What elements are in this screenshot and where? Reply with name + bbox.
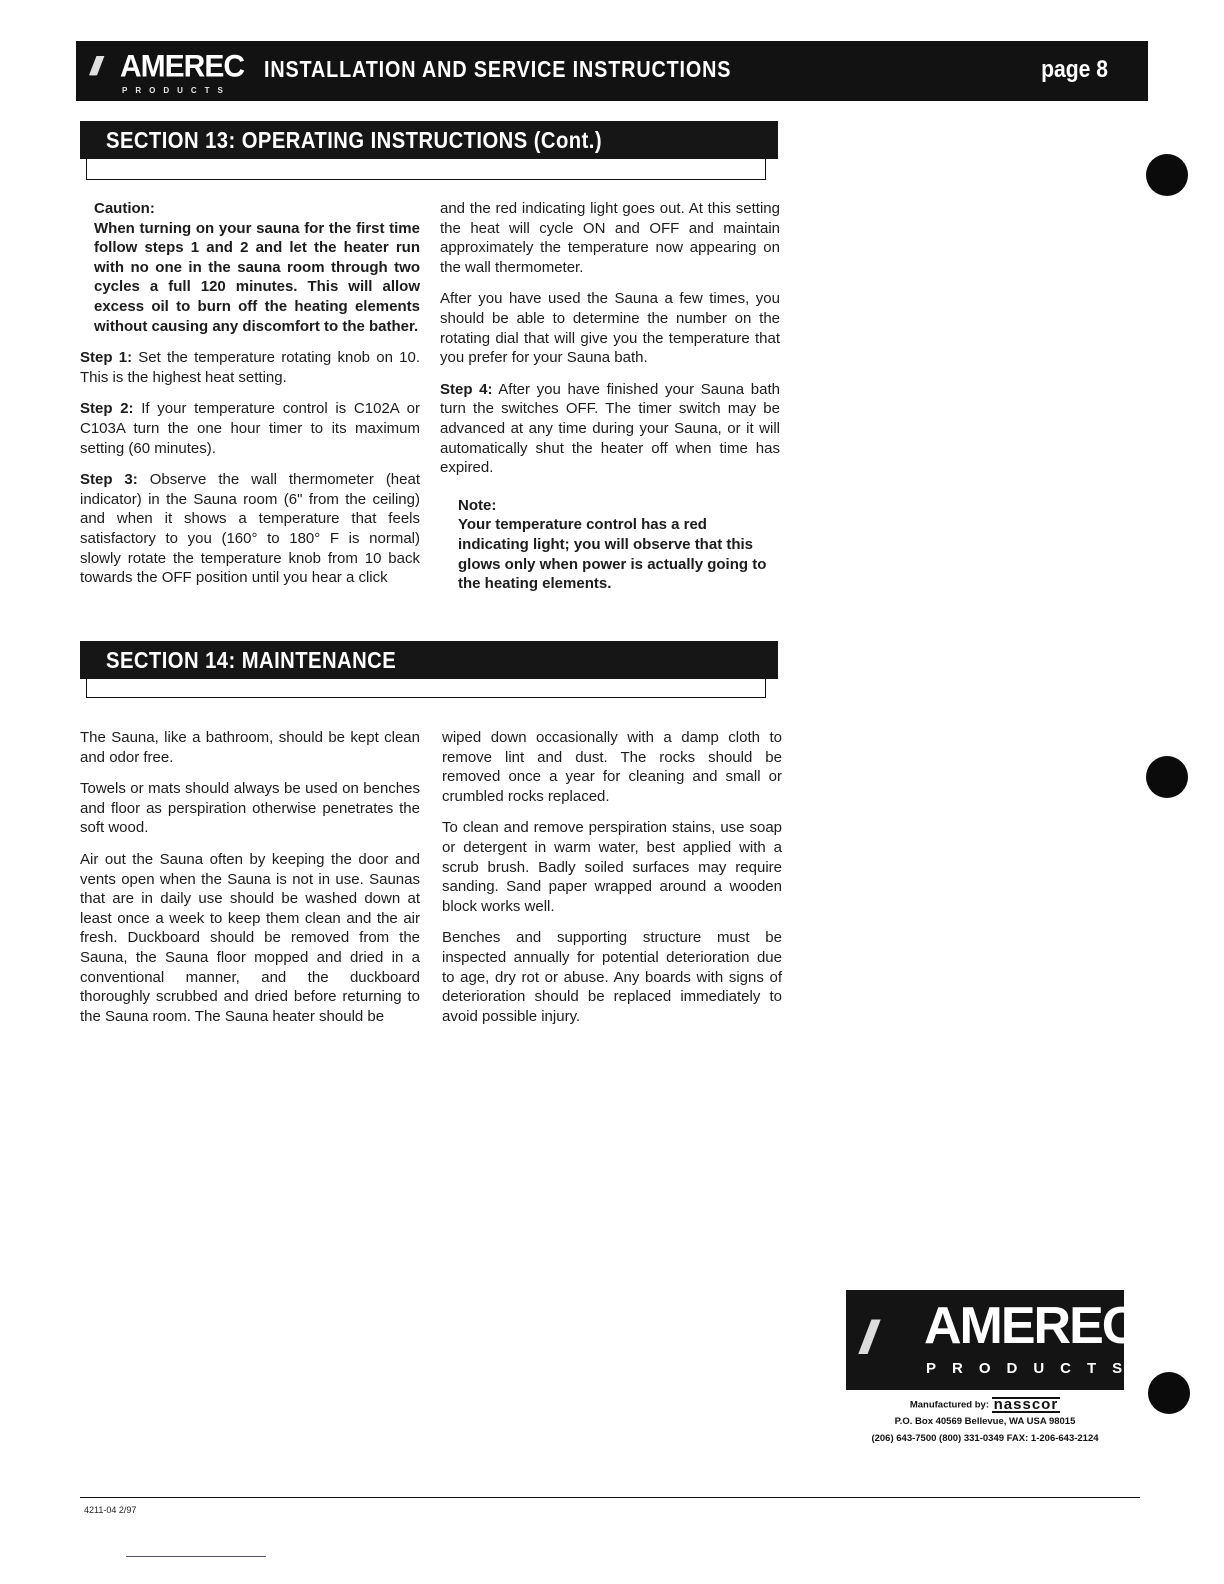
- amerec-logo-small: [90, 47, 260, 97]
- manufactured-by-label: Manufactured by:: [909, 1399, 989, 1411]
- step-2: [80, 399, 420, 458]
- note-text: Your temperature control has a red indicating light; you will observe that this glows only when power is actually going to the heating elements.: [458, 516, 767, 593]
- logo-large-brand: AMEREC: [924, 1297, 1138, 1355]
- manufacturer-address: P.O. Box 40569 Bellevue, WA USA 98015: [894, 1416, 1076, 1427]
- maintenance-paragraph-6: Benches and supporting structure must be inspected annually for potential deterioration due to age, dry rot or abuse. Any boards with signs of deterioration should be replaced immediately to avoid possible injury.: [442, 929, 782, 1025]
- step-4-text: After you have finished your Sauna bath turn the switches OFF. The timer switch may be advanced at any time during your Sauna, or it will automatically shut the heater off when time has expired.: [440, 380, 780, 477]
- step-3-text: Observe the wall thermometer (heat indicator) in the Sauna room (6" from the ceiling) and when it shows a temperature that feels satisfactory to you (160° to 180° F is normal) slowly rotate the temperature knob from 10 back towards the OFF position until you hear a click: [80, 471, 421, 587]
- maintenance-paragraph-5: To clean and remove perspiration stains, use soap or detergent in warm water, best applied with a scrub brush. Badly soiled surfaces may require sanding. Sand paper wrapped around a wooden block works well.: [442, 819, 782, 915]
- logo-subtitle: PRODUCTS: [122, 86, 231, 95]
- punch-hole-bottom: [1148, 1372, 1190, 1414]
- note-label: Note:: [458, 496, 497, 514]
- section-14-header: [80, 641, 778, 679]
- punch-hole-top: [1146, 154, 1188, 196]
- logo-large-slashes-icon: //////: [860, 1311, 865, 1363]
- section-14-left-column: [80, 728, 420, 1038]
- step-2-text: If your temperature control is C102A or C103A turn the one hour timer to its maximum setting (60 minutes).: [80, 400, 421, 457]
- maintenance-paragraph-4: wiped down occasionally with a damp cloth to remove lint and dust. The rocks should be removed once a year for cleaning and small or crumbled rocks replaced.: [442, 729, 782, 805]
- after-use-paragraph: After you have used the Sauna a few times, you should be able to determine the number on the rotating dial that will give you the temperature that you prefer for your Sauna bath.: [440, 290, 780, 367]
- step-4-label: Step 4:: [440, 380, 493, 398]
- document-code: 4211-04 2/97: [84, 1505, 137, 1515]
- section-13-left-column: [80, 199, 420, 600]
- footer-rule: [80, 1497, 1140, 1498]
- scan-artifact-line: [126, 1556, 266, 1557]
- section-14-right-column: [442, 728, 782, 1038]
- step-3: [80, 470, 420, 588]
- step-2-label: Step 2:: [80, 400, 134, 418]
- amerec-logo-large: [846, 1290, 1139, 1390]
- manufacturer-phones: (206) 643-7500 (800) 331-0349 FAX: 1-206-643-2124: [871, 1433, 1099, 1444]
- step-1: [80, 348, 420, 387]
- caution-block: [94, 199, 420, 336]
- section-13-title: SECTION 13: OPERATING INSTRUCTIONS (Cont.): [106, 127, 603, 153]
- page-number: page 8: [1041, 56, 1108, 83]
- caution-label: Caution:: [94, 200, 155, 217]
- maintenance-paragraph-3: Air out the Sauna often by keeping the door and vents open when the Sauna is not in use. Saunas that are in daily use should be washed down at least once a week to keep them clean and the air fresh. Duckboard should be removed from the Sauna, the Sauna floor mopped and dried in a conventional manner, and the duckboard thoroughly scrubbed and dried before returning to the Sauna room. The Sauna heater should be: [80, 850, 420, 1025]
- section-13-header: [80, 121, 778, 159]
- step-3-continued: and the red indicating light goes out. At this setting the heat will cycle ON and OFF and maintain approximately the temperature now appearing on the wall thermometer.: [440, 200, 780, 276]
- punch-hole-middle: [1146, 756, 1188, 798]
- logo-brand: AMEREC: [120, 49, 245, 84]
- section-13-right-column: [440, 199, 780, 594]
- logo-large-subtitle: PRODUCTS: [926, 1360, 1139, 1377]
- header-bar: [76, 41, 1148, 101]
- document-title: INSTALLATION AND SERVICE INSTRUCTIONS: [264, 56, 732, 82]
- step-3-label: Step 3:: [80, 471, 138, 489]
- step-4: [440, 380, 780, 478]
- section-14-title: SECTION 14: MAINTENANCE: [106, 647, 397, 673]
- step-1-text: Set the temperature rotating knob on 10. This is the highest heat setting.: [80, 349, 420, 386]
- maintenance-paragraph-2: Towels or mats should always be used on benches and floor as perspiration otherwise penetrates the soft wood.: [80, 780, 420, 837]
- caution-text: When turning on your sauna for the first time follow steps 1 and 2 and let the heater run with no one in the sauna room through two cycles a full 120 minutes. This will allow excess oil to burn off the heating elements without causing any discomfort to the bather.: [94, 219, 420, 335]
- logo-slashes-icon: /////: [90, 51, 97, 81]
- manufacturer-line: [830, 1397, 1140, 1413]
- manufacturer-name: nasscor: [993, 1396, 1059, 1413]
- maintenance-paragraph-1: The Sauna, like a bathroom, should be kept clean and odor free.: [80, 729, 420, 766]
- step-1-label: Step 1:: [80, 349, 133, 367]
- note-block: [458, 496, 780, 594]
